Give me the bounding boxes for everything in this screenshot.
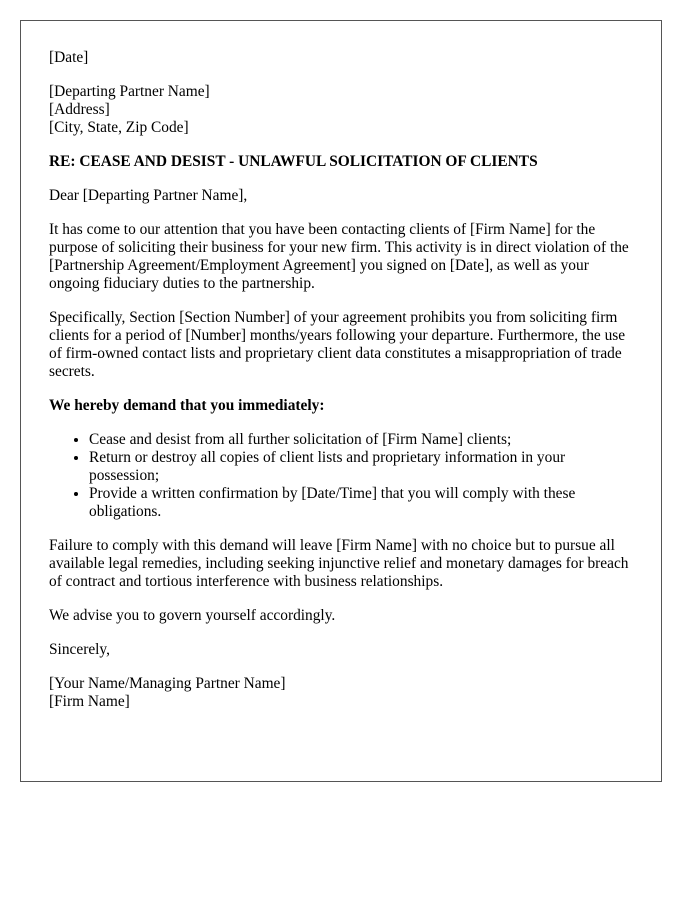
- recipient-address: [Address]: [49, 101, 110, 118]
- recipient-city-state-zip: [City, State, Zip Code]: [49, 119, 189, 136]
- closing: Sincerely,: [49, 641, 110, 658]
- demand-list: [49, 431, 633, 521]
- demand-item: • Provide a written confirmation by [Date/Time] that you will comply with these obligations.: [89, 485, 633, 521]
- body-paragraph-3: Failure to comply with this demand will leave [Firm Name] with no choice but to pursue all available legal remedies, including seeking injunctive relief and monetary damages for breach of contract and tortious interference with business relationships.: [49, 537, 629, 590]
- recipient-block: [49, 83, 633, 137]
- subject-line: RE: CEASE AND DESIST - UNLAWFUL SOLICITATION OF CLIENTS: [49, 153, 538, 170]
- demand-item: • Return or destroy all copies of client lists and proprietary information in your possession;: [89, 449, 633, 485]
- demand-item: • Cease and desist from all further solicitation of [Firm Name] clients;: [89, 431, 633, 449]
- signature-firm: [Firm Name]: [49, 693, 130, 710]
- letter-page: [20, 20, 662, 782]
- body-paragraph-2: Specifically, Section [Section Number] of your agreement prohibits you from soliciting firm clients for a period of [Number] months/years following your departure. Furthermore, the use of firm-owned contact lists and proprietary client data constitutes a misappropriation of trade secrets.: [49, 309, 626, 380]
- recipient-name: [Departing Partner Name]: [49, 83, 210, 100]
- signature-name: [Your Name/Managing Partner Name]: [49, 675, 286, 692]
- advice-line: We advise you to govern yourself accordingly.: [49, 607, 336, 624]
- body-paragraph-1: It has come to our attention that you have been contacting clients of [Firm Name] for the purpose of soliciting their business for your new firm. This activity is in direct violation of the [Partnership Agreement/Employment Agreement] you signed on [Date], as well as your ongoing fiduciary duties to the partnership.: [49, 221, 629, 292]
- salutation: Dear [Departing Partner Name],: [49, 187, 248, 204]
- letter-date: [Date]: [49, 49, 89, 66]
- signature-block: [49, 675, 633, 711]
- demand-heading: We hereby demand that you immediately:: [49, 397, 325, 414]
